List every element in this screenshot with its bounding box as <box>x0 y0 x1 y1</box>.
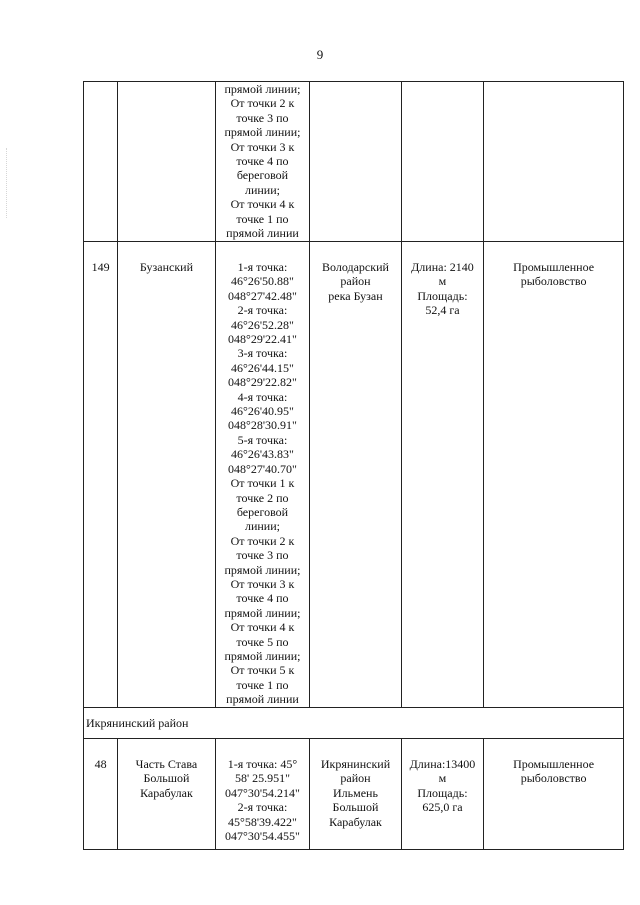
size-line: м <box>438 771 447 786</box>
purpose-line: Промышленное <box>513 757 595 771</box>
boundary-line: точке 3 по <box>236 548 289 563</box>
boundary-line: прямой линии <box>226 226 299 241</box>
boundary-line: точке 1 по <box>236 677 289 692</box>
boundary-line: От точки 4 к <box>230 620 295 635</box>
boundary-line: От точки 4 к <box>230 197 295 212</box>
size-cell <box>401 82 483 242</box>
name-line: Часть Става <box>135 757 198 771</box>
size-line: Длина: 2140 <box>411 260 474 274</box>
size-line: Площадь: <box>417 288 468 303</box>
location-line: Володарский <box>322 260 389 274</box>
boundary-line: 45°58'39.422" <box>228 814 297 829</box>
boundary-line: От точки 3 к <box>230 576 295 591</box>
boundary-line: 1-я точка: <box>237 260 288 274</box>
area-name-cell <box>118 82 216 242</box>
size-line: м <box>438 274 447 289</box>
boundary-line: 58' 25.951" <box>234 771 290 786</box>
table-row-149 <box>84 242 624 708</box>
purpose-line: рыболовство <box>520 771 587 786</box>
size-cell <box>401 739 483 850</box>
district-header-row <box>84 708 624 739</box>
purpose-line: рыболовство <box>520 274 587 289</box>
boundary-line: береговой <box>236 168 289 183</box>
row-number-cell: 149 <box>84 242 118 708</box>
area-name-cell: Бузанский <box>118 242 216 708</box>
area-name-cell <box>118 739 216 850</box>
scan-margin-marks <box>6 148 9 218</box>
boundary-line: 2-я точка: <box>237 800 288 815</box>
boundary-line: 46°26'44.15" <box>231 360 294 375</box>
boundary-line: 4-я точка: <box>237 389 288 404</box>
boundary-line: 048°29'22.41" <box>228 332 297 347</box>
boundary-line: прямой линии; <box>224 82 301 96</box>
purpose-cell <box>484 739 624 850</box>
boundary-line: прямой линии; <box>224 605 301 620</box>
purpose-line: Промышленное <box>513 260 595 274</box>
boundary-line: точке 4 по <box>236 154 289 169</box>
fishing-areas-table <box>83 81 624 850</box>
purpose-cell <box>484 242 624 708</box>
location-line: район <box>340 771 371 786</box>
size-line: 625,0 га <box>422 800 463 815</box>
boundary-line: От точки 3 к <box>230 139 295 154</box>
boundary-line: точке 2 по <box>236 490 289 505</box>
boundary-line: 1-я точка: 45° <box>227 757 298 771</box>
location-line: Большой <box>332 800 379 815</box>
purpose-cell <box>484 82 624 242</box>
location-line: Карабулак <box>329 814 382 829</box>
location-cell <box>310 739 402 850</box>
name-line: Карабулак <box>140 785 193 800</box>
boundary-line: точке 1 по <box>236 211 289 226</box>
boundary-line: точке 5 по <box>236 634 289 649</box>
location-cell <box>310 82 402 242</box>
boundary-line: линии; <box>244 182 280 197</box>
boundary-line: 3-я точка: <box>237 346 288 361</box>
boundary-line: 5-я точка: <box>237 432 288 447</box>
boundary-line: 46°26'52.28" <box>231 317 294 332</box>
size-cell <box>401 242 483 708</box>
boundary-line: 2-я точка: <box>237 303 288 318</box>
table-row-continued <box>84 82 624 242</box>
boundary-line: береговой <box>236 504 289 519</box>
location-line: река Бузан <box>328 288 383 303</box>
page-number: 9 <box>316 47 324 62</box>
location-cell <box>310 242 402 708</box>
boundary-line: 048°29'22.82" <box>228 375 297 390</box>
location-line: Икрянинский <box>320 757 391 771</box>
boundary-line: 048°28'30.91" <box>228 418 297 433</box>
boundary-line: 048°27'40.70" <box>228 461 297 476</box>
table-row-48 <box>84 739 624 850</box>
boundary-line: прямой линии; <box>224 648 301 663</box>
boundary-line: 46°26'43.83" <box>231 447 294 462</box>
size-line: Площадь: <box>417 785 468 800</box>
location-line: Ильмень <box>333 785 378 800</box>
boundary-line: точке 4 по <box>236 591 289 606</box>
row-number-cell <box>84 82 118 242</box>
boundary-line: прямой линии; <box>224 125 301 140</box>
boundary-line: 047°30'54.455" <box>225 829 300 844</box>
boundaries-cell <box>215 242 310 708</box>
boundary-line: прямой линии <box>226 692 299 707</box>
boundary-line: линии; <box>244 519 280 534</box>
boundary-line: 46°26'40.95" <box>231 404 294 419</box>
name-line: Большой <box>143 771 190 786</box>
boundary-line: От точки 5 к <box>230 663 295 678</box>
boundary-line: 46°26'50.88" <box>231 274 294 289</box>
size-line: Длина:13400 <box>409 757 476 771</box>
district-label: Икрянинский район <box>84 708 624 739</box>
boundary-line: От точки 1 к <box>230 476 295 491</box>
boundary-line: От точки 2 к <box>230 533 295 548</box>
boundaries-cell <box>215 739 310 850</box>
location-line: район <box>340 274 371 289</box>
size-line: 52,4 га <box>425 303 460 318</box>
boundary-line: 048°27'42.48" <box>228 288 297 303</box>
boundary-line: прямой линии; <box>224 562 301 577</box>
boundary-line: 047°30'54.214" <box>225 785 300 800</box>
boundary-line: От точки 2 к <box>230 96 295 111</box>
row-number-cell: 48 <box>84 739 118 850</box>
boundaries-cell <box>215 82 310 242</box>
boundary-line: точке 3 по <box>236 110 289 125</box>
